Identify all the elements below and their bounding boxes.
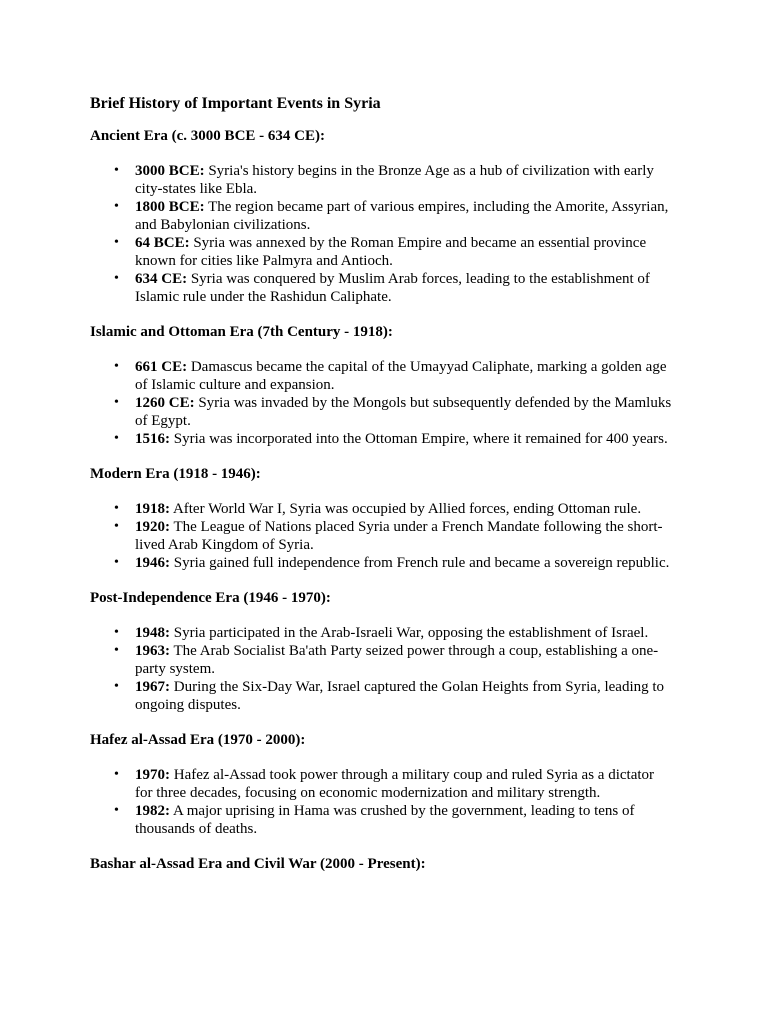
event-description: Syria was incorporated into the Ottoman Empire, where it remained for 400 years. — [173, 431, 668, 447]
event-description: Damascus became the capital of the Umayyad Caliphate, marking a golden age of Islamic culture and expansion. — [135, 359, 667, 393]
eras-container — [90, 127, 678, 873]
event-list-item — [114, 642, 675, 678]
event-year: 1963: — [135, 643, 170, 659]
document-title: Brief History of Important Events in Syria — [90, 95, 381, 112]
event-year: 1982: — [135, 803, 170, 819]
era-heading: Post-Independence Era (1946 - 1970): — [90, 590, 331, 606]
event-list-item — [114, 198, 675, 234]
event-description: Hafez al-Assad took power through a military coup and ruled Syria as a dictator for three decades, focusing on economic modernization and military strength. — [135, 767, 655, 801]
bullet-icon: • — [114, 163, 119, 178]
event-list-item — [114, 554, 675, 572]
event-year: 1967: — [135, 679, 170, 695]
event-description: Syria's history begins in the Bronze Age as a hub of civilization with early city-states like Ebla. — [135, 163, 654, 197]
event-list-item — [114, 500, 675, 518]
event-description: Syria was conquered by Muslim Arab forces, leading to the establishment of Islamic rule under the Rashidun Caliphate. — [135, 271, 650, 305]
event-year: 1920: — [135, 519, 170, 535]
event-year: 64 BCE: — [135, 235, 190, 251]
event-year: 1918: — [135, 501, 170, 517]
event-description: Syria was invaded by the Mongols but subsequently defended by the Mamluks of Egypt. — [135, 395, 672, 429]
bullet-icon: • — [114, 767, 119, 782]
event-list — [90, 358, 678, 448]
event-list — [90, 766, 678, 838]
event-list-item — [114, 518, 675, 554]
era-heading: Bashar al-Assad Era and Civil War (2000 - Present): — [90, 856, 426, 872]
bullet-icon: • — [114, 431, 119, 446]
bullet-icon: • — [114, 519, 119, 534]
event-year: 3000 BCE: — [135, 163, 205, 179]
event-description: Syria gained full independence from French rule and became a sovereign republic. — [173, 555, 670, 571]
event-list-item — [114, 162, 675, 198]
event-list-item — [114, 270, 675, 306]
event-description: The region became part of various empires, including the Amorite, Assyrian, and Babylonian civilizations. — [135, 199, 669, 233]
event-list — [90, 162, 678, 306]
event-description: The Arab Socialist Ba'ath Party seized power through a coup, establishing a one-party system. — [135, 643, 659, 677]
bullet-icon: • — [114, 625, 119, 640]
era-heading: Ancient Era (c. 3000 BCE - 634 CE): — [90, 128, 325, 144]
event-year: 1260 CE: — [135, 395, 195, 411]
bullet-icon: • — [114, 555, 119, 570]
event-description: During the Six-Day War, Israel captured the Golan Heights from Syria, leading to ongoing disputes. — [135, 679, 665, 713]
bullet-icon: • — [114, 803, 119, 818]
event-description: After World War I, Syria was occupied by Allied forces, ending Ottoman rule. — [172, 501, 642, 517]
bullet-icon: • — [114, 395, 119, 410]
event-list-item — [114, 394, 675, 430]
event-description: Syria participated in the Arab-Israeli War, opposing the establishment of Israel. — [173, 625, 649, 641]
bullet-icon: • — [114, 271, 119, 286]
event-list-item — [114, 430, 675, 448]
event-description: The League of Nations placed Syria under a French Mandate following the short-lived Arab Kingdom of Syria. — [135, 519, 663, 553]
event-description: A major uprising in Hama was crushed by the government, leading to tens of thousands of deaths. — [135, 803, 635, 837]
era-heading: Islamic and Ottoman Era (7th Century - 1918): — [90, 324, 393, 340]
bullet-icon: • — [114, 501, 119, 516]
event-list-item — [114, 802, 675, 838]
event-description: Syria was annexed by the Roman Empire and became an essential province known for cities like Palmyra and Antioch. — [135, 235, 647, 269]
event-year: 1800 BCE: — [135, 199, 205, 215]
bullet-icon: • — [114, 235, 119, 250]
event-list-item — [114, 624, 675, 642]
era-heading: Hafez al-Assad Era (1970 - 2000): — [90, 732, 306, 748]
bullet-icon: • — [114, 643, 119, 658]
bullet-icon: • — [114, 679, 119, 694]
event-year: 1970: — [135, 767, 170, 783]
event-list-item — [114, 234, 675, 270]
event-list-item — [114, 766, 675, 802]
event-year: 661 CE: — [135, 359, 188, 375]
event-year: 1946: — [135, 555, 170, 571]
event-year: 634 CE: — [135, 271, 188, 287]
era-heading: Modern Era (1918 - 1946): — [90, 466, 261, 482]
event-list-item — [114, 678, 675, 714]
event-list — [90, 624, 678, 714]
event-list — [90, 500, 678, 572]
event-year: 1948: — [135, 625, 170, 641]
bullet-icon: • — [114, 199, 119, 214]
event-year: 1516: — [135, 431, 170, 447]
event-list-item — [114, 358, 675, 394]
bullet-icon: • — [114, 359, 119, 374]
